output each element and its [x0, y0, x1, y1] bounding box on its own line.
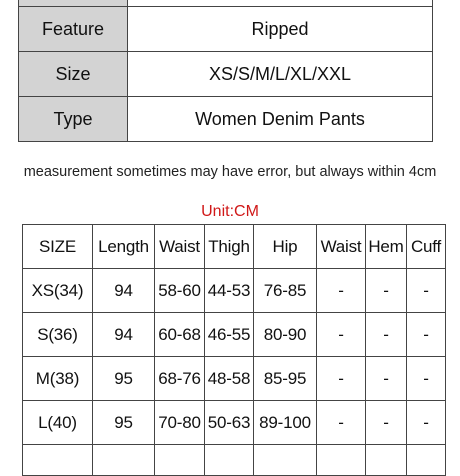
table-cell: L(40) [23, 401, 93, 445]
spec-row-size [19, 52, 433, 97]
table-cell: 76-85 [254, 269, 317, 313]
spec-label-feature: Feature [19, 7, 128, 52]
table-cell [23, 445, 93, 476]
table-cell: 58-60 [155, 269, 205, 313]
table-cell: - [407, 357, 446, 401]
size-row-partial [23, 445, 446, 476]
header-waist: Waist [155, 225, 205, 269]
header-thigh: Thigh [205, 225, 254, 269]
header-cuff: Cuff [407, 225, 446, 269]
table-cell: - [317, 401, 366, 445]
size-chart-table [22, 224, 446, 476]
table-cell [205, 445, 254, 476]
table-cell: 95 [93, 401, 155, 445]
size-row-m [23, 357, 446, 401]
table-cell: - [366, 313, 407, 357]
table-cell: 80-90 [254, 313, 317, 357]
spec-value-feature: Ripped [128, 7, 433, 52]
table-cell: - [317, 357, 366, 401]
table-cell: 94 [93, 313, 155, 357]
table-cell: - [366, 269, 407, 313]
table-cell [317, 445, 366, 476]
table-cell: 85-95 [254, 357, 317, 401]
measurement-note: measurement sometimes may have error, but always within 4cm [23, 164, 437, 180]
spec-row-feature [19, 7, 433, 52]
table-cell [254, 445, 317, 476]
spec-label-size: Size [19, 52, 128, 97]
header-hip: Hip [254, 225, 317, 269]
table-cell: - [407, 269, 446, 313]
table-cell: - [407, 313, 446, 357]
table-cell: 70-80 [155, 401, 205, 445]
table-cell: 68-76 [155, 357, 205, 401]
table-cell: - [317, 269, 366, 313]
size-row-xs [23, 269, 446, 313]
size-header-row [23, 225, 446, 269]
table-cell [366, 445, 407, 476]
table-cell [93, 445, 155, 476]
table-cell: M(38) [23, 357, 93, 401]
table-cell: 95 [93, 357, 155, 401]
size-row-l [23, 401, 446, 445]
table-cell [407, 445, 446, 476]
table-cell: - [366, 401, 407, 445]
table-cell [155, 445, 205, 476]
spec-label-type: Type [19, 97, 128, 142]
table-cell: 50-63 [205, 401, 254, 445]
table-cell: S(36) [23, 313, 93, 357]
table-cell: 48-58 [205, 357, 254, 401]
table-cell: - [407, 401, 446, 445]
header-waist-2: Waist [317, 225, 366, 269]
spec-table [18, 0, 433, 142]
unit-label: Unit:CM [201, 203, 259, 220]
header-length: Length [93, 225, 155, 269]
table-cell: 89-100 [254, 401, 317, 445]
table-cell: - [366, 357, 407, 401]
table-cell: 60-68 [155, 313, 205, 357]
table-cell: - [317, 313, 366, 357]
header-hem: Hem [366, 225, 407, 269]
spec-row-type [19, 97, 433, 142]
header-size: SIZE [23, 225, 93, 269]
spec-value-size: XS/S/M/L/XL/XXL [128, 52, 433, 97]
table-cell: 44-53 [205, 269, 254, 313]
table-cell: 94 [93, 269, 155, 313]
spec-value-type: Women Denim Pants [128, 97, 433, 142]
table-cell: XS(34) [23, 269, 93, 313]
size-row-s [23, 313, 446, 357]
table-cell: 46-55 [205, 313, 254, 357]
